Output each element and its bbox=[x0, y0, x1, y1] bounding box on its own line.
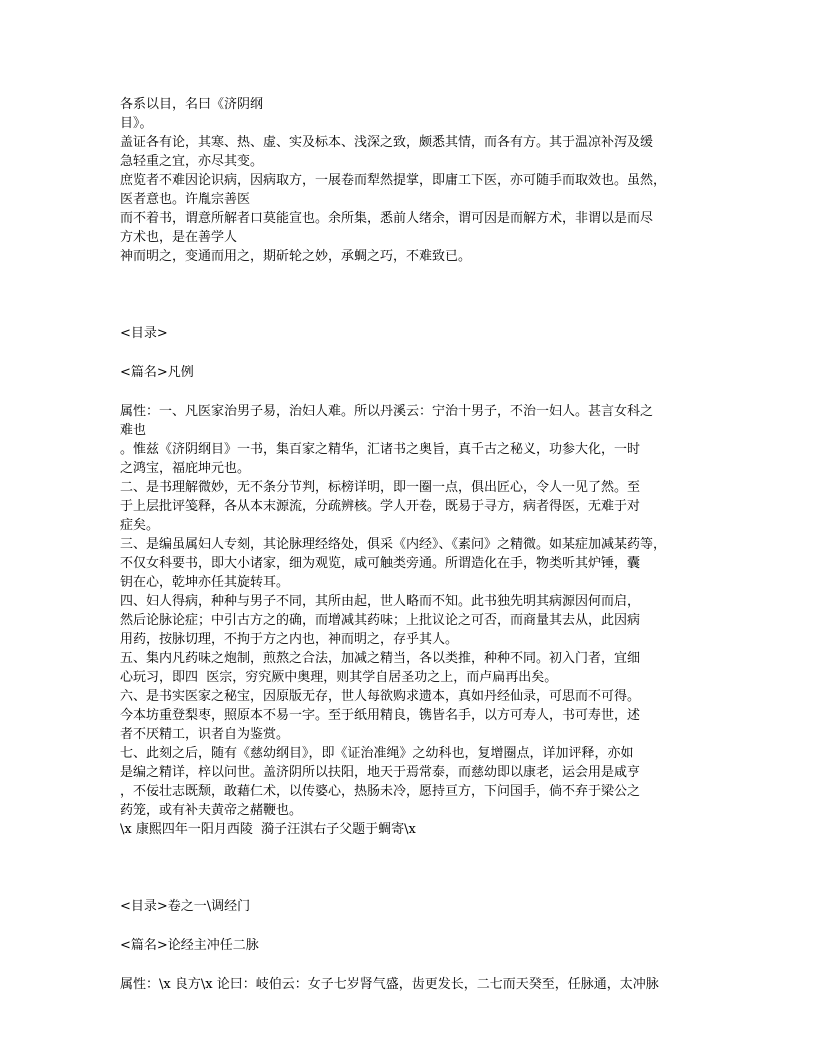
text-line: 然后论脉论症；中引古方之的确，而增减其药味；上批议论之可否，而商量其去从，此因病 bbox=[120, 613, 641, 628]
text-line: 用药，按脉切理，不拘于方之内也，神而明之，存乎其人。 bbox=[120, 632, 459, 647]
text-line: 目》。 bbox=[120, 116, 153, 131]
chapter-title: <篇名>凡例 bbox=[120, 365, 194, 380]
text-line: 钥在心，乾坤亦任其旋转耳。 bbox=[120, 575, 290, 590]
text-line: 不仅女科要书，即大小诸家，细为观览，咸可触类旁通。所谓造化在手，物类听其炉锤，囊 bbox=[120, 556, 641, 571]
text-line: 七、此刻之后，随有《慈幼纲目》，即《证治准绳》之幼科也，复增圈点，详加评释，亦如 bbox=[120, 746, 634, 761]
toc-label: <目录> bbox=[120, 326, 168, 341]
text-line: 而不着书，谓意所解者口莫能宣也。余所集，悉前人绪余，谓可因是而解方术，非谓以是而尽 bbox=[120, 211, 654, 226]
signature-line: \x 康熙四年一阳月西陵 漪子汪淇右子父题于蜩寄\x bbox=[120, 822, 416, 837]
text-line: 。惟兹《济阴纲目》一书，集百家之精华，汇诸书之奥旨，真千古之秘义，功参大化，一时 bbox=[120, 442, 641, 457]
text-line: 三、是编虽属妇人专刻，其论脉理经络处，俱采《内经》、《素问》之精微。如某症加减某药等， bbox=[120, 537, 667, 552]
text-line: 四、妇人得病，种种与男子不同，其所由起，世人略而不知。此书独先明其病源因何而启， bbox=[120, 594, 641, 609]
text-line: 于上层批评笺释，各从本末源流，分疏辨核。学人开卷，既易于寻方，病者得医，无难于对 bbox=[120, 499, 641, 514]
text-line: 六、是书实医家之秘宝，因原版无存，世人每欲购求遗本，真如丹经仙录，可思而不可得。 bbox=[120, 689, 641, 704]
text-line: 各系以目，名曰《济阴纲 bbox=[120, 97, 264, 112]
text-line: 神而明之，变通而用之，期斫轮之妙，承蜩之巧，不难致已。 bbox=[120, 249, 472, 264]
text-line: 急轻重之宜，亦尽其变。 bbox=[120, 154, 264, 169]
text-line: 者不厌精工，识者自为鉴赏。 bbox=[120, 727, 290, 742]
chapter-paragraph bbox=[120, 975, 712, 994]
text-line: ，不佞壮志既颓，敢藉仁术，以传婆心，热肠未冷，愿持亘方，下问国手，倘不弃于梁公之 bbox=[120, 784, 641, 799]
text-line: 盖证各有论，其寒、热、虚、实及标本、浅深之致，颇悉其情，而各有方。其于温凉补泻及缓 bbox=[120, 135, 654, 150]
text-line: 二、是书理解微妙，无不条分节判，标榜详明，即一圈一点，俱出匠心，令人一见了然。至 bbox=[120, 480, 641, 495]
text-line: 庶览者不难因论识病，因病取方，一展卷而犁然提掌，即庸工下医，亦可随手而取效也。虽然， bbox=[120, 173, 667, 188]
toc-label: <目录>卷之一\调经门 bbox=[120, 899, 251, 914]
text-line: 属性：一、凡医家治男子易，治妇人难。所以丹溪云：宁治十男子，不治一妇人。甚言女科之 bbox=[120, 404, 654, 419]
text-line: 之鸿宝，福庇坤元也。 bbox=[120, 461, 251, 476]
text-line: 医者意也。许胤宗善医 bbox=[120, 192, 251, 207]
text-line: 五、集内凡药味之炮制，煎熬之合法，加减之精当，各以类推，种种不同。初入门者，宜细 bbox=[120, 651, 641, 666]
chapter-title: <篇名>论经主冲任二脉 bbox=[120, 938, 259, 953]
text-line: 难也 bbox=[120, 423, 147, 438]
text-line: 药笼，或有补夫黄帝之赭鞭也。 bbox=[120, 803, 303, 818]
text-line: 属性：\x 良方\x 论曰：岐伯云：女子七岁肾气盛，齿更发长，二七而天癸至，任脉通，太冲脉 bbox=[120, 977, 659, 992]
text-line: 方术也，是在善学人 bbox=[120, 230, 238, 245]
preface-paragraph bbox=[120, 95, 712, 266]
fanli-paragraph bbox=[120, 402, 712, 839]
text-line: 今本坊重登梨枣，照原本不易一字。至于纸用精良，镌皆名手，以方可寿人，书可寿世，述 bbox=[120, 708, 641, 723]
text-line: 症矣。 bbox=[120, 518, 160, 533]
text-line: 心玩习，即四 医宗，穷究厥中奥理，则其学自居圣功之上，而卢扁再出矣。 bbox=[120, 670, 558, 685]
text-line: 是编之精详，梓以问世。盖济阴所以扶阳，地天于焉常泰，而慈幼即以康老，运会用是咸亨 bbox=[120, 765, 641, 780]
